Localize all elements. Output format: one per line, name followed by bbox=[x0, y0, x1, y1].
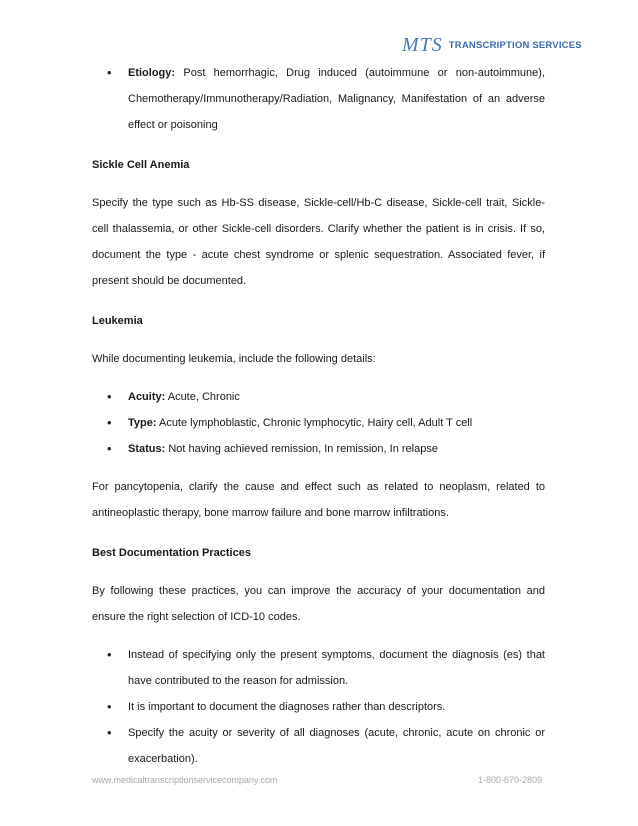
footer-phone: 1-800-670-2809 bbox=[477, 775, 542, 785]
page-footer bbox=[92, 775, 542, 785]
list-item: • Specify the acuity or severity of all diagnoses (acute, chronic, acute on chronic or exacerbation). bbox=[92, 720, 545, 772]
etiology-label: Etiology: bbox=[128, 67, 176, 79]
pancytopenia-paragraph: For pancytopenia, clarify the cause and effect such as related to neoplasm, related to antineoplastic therapy, bone marrow failure and bone marrow infiltrations. bbox=[92, 481, 545, 519]
logo-text: TRANSCRIPTION SERVICES bbox=[448, 39, 582, 51]
best-practices-list bbox=[92, 642, 545, 772]
acuity-label: Acuity: bbox=[128, 391, 166, 403]
company-logo bbox=[402, 32, 582, 58]
list-item-status bbox=[92, 436, 545, 462]
sickle-cell-paragraph: Specify the type such as Hb-SS disease, Sickle-cell/Hb-C disease, Sickle-cell trait, Sickle-cell thalassemia, or other Sickle-cell disorders. Clarify whether the patient is in crisis. If so, document the type - acute chest syndrome or splenic sequestration. Associated fever, if present should be documented. bbox=[92, 197, 545, 287]
list-item-etiology bbox=[92, 60, 545, 138]
acuity-text: Acute, Chronic bbox=[165, 391, 240, 403]
status-label: Status: bbox=[128, 443, 166, 455]
footer-website: www.medicaltranscriptionservicecompany.com bbox=[92, 775, 278, 785]
document-body bbox=[92, 60, 545, 772]
list-item-type bbox=[92, 410, 545, 436]
leukemia-details-list bbox=[92, 384, 545, 462]
list-item-acuity bbox=[92, 384, 545, 410]
type-label: Type: bbox=[128, 417, 157, 429]
status-text: Not having achieved remission, In remission, In relapse bbox=[165, 443, 438, 455]
leukemia-intro: While documenting leukemia, include the following details: bbox=[92, 353, 376, 365]
best-practices-intro: By following these practices, you can improve the accuracy of your documentation and ensure the right selection of ICD-10 codes. bbox=[92, 585, 545, 623]
logo-mark: MTS bbox=[402, 33, 443, 56]
list-item: • It is important to document the diagnoses rather than descriptors. bbox=[92, 694, 545, 720]
heading-leukemia: Leukemia bbox=[92, 315, 143, 327]
etiology-list bbox=[92, 60, 545, 138]
list-item: • Instead of specifying only the present symptoms, document the diagnosis (es) that have contributed to the reason for admission. bbox=[92, 642, 545, 694]
etiology-text: Post hemorrhagic, Drug induced (autoimmune or non-autoimmune), Chemotherapy/Immunotherapy/Radiation, Malignancy, Manifestation of an adverse effect or poisoning bbox=[128, 67, 545, 131]
heading-sickle-cell: Sickle Cell Anemia bbox=[92, 159, 190, 171]
type-text: Acute lymphoblastic, Chronic lymphocytic, Hairy cell, Adult T cell bbox=[156, 417, 473, 429]
heading-best-practices: Best Documentation Practices bbox=[92, 547, 251, 559]
